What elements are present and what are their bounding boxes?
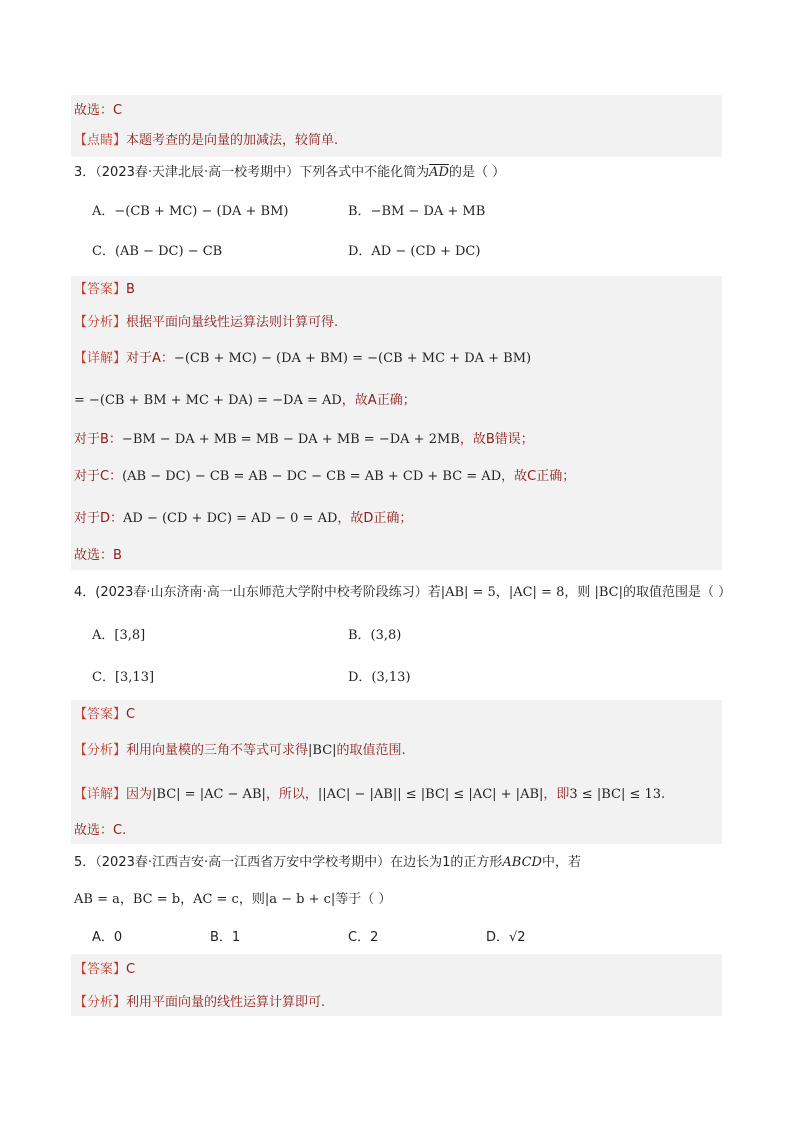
- q5-stem-line1: 5．（2023春·江西吉安·高一江西省万安中学校考期中）在边长为1的正方形ABCD中，若: [74, 855, 581, 870]
- q4-option-a[interactable]: A．[3,8]: [92, 628, 146, 643]
- q4-solution-block: [71, 700, 722, 844]
- prev-tip: [74, 132, 338, 150]
- answer-tag: 【答案】: [74, 282, 127, 297]
- q4-answer: 【答案】C: [74, 707, 136, 722]
- q4-option-b[interactable]: B．(3,8): [348, 628, 402, 643]
- q4-analysis: 【分析】利用向量模的三角不等式可求得|BC|的取值范围.: [74, 743, 406, 758]
- q3-detail-3: 对于B：−BM − DA + MB = MB − DA + MB = −DA + 2MB，故B错误；: [74, 432, 534, 447]
- q4-detail: 【详解】因为|BC| = |AC − AB|，所以，||AC| − |AB|| ≤ |BC| ≤ |AC| + |AB|，即3 ≤ |BC| ≤ 13.: [74, 787, 666, 802]
- q4-option-c[interactable]: C．[3,13]: [92, 670, 155, 685]
- q3-option-a[interactable]: A．−(CB + MC) − (DA + BM): [92, 204, 289, 219]
- q3-analysis: [74, 314, 338, 332]
- q3-choice: 故选：B: [74, 548, 122, 563]
- q4-option-d[interactable]: D．(3,13): [348, 670, 411, 685]
- q3-option-d[interactable]: D．AD − (CD + DC): [348, 244, 481, 259]
- tip-text: 本题考查的是向量的加减法，较简单.: [126, 133, 339, 148]
- analysis-tag: 【分析】: [74, 315, 127, 330]
- q3-answer: [74, 281, 135, 299]
- prev-choice-text: 故选：C: [74, 103, 123, 118]
- q4-stem-math: |AB| = 5，|AC| = 8，则 |BC|: [440, 585, 623, 600]
- q5-option-a[interactable]: A．0: [92, 930, 123, 945]
- q5-stem-line2: AB = a，BC = b，AC = c，则|a − b + c|等于（ ）: [74, 892, 392, 907]
- q3-stem-suffix: 的是（ ）: [448, 165, 506, 180]
- q3-detail-1: 【详解】对于A：−(CB + MC) − (DA + BM) = −(CB + MC + DA + BM): [74, 351, 532, 366]
- detail-tag: 【详解】: [74, 351, 127, 366]
- detail-5-math: AD − (CD + DC) = AD − 0 = AD: [123, 511, 338, 526]
- q3-stem-vector: $\overline{AD}$: [429, 165, 449, 180]
- detail-3-math: −BM − DA + MB = MB − DA + MB = −DA + 2MB: [121, 432, 460, 447]
- q3-stem: [74, 164, 505, 182]
- q3-detail-5: 对于D：AD − (CD + DC) = AD − 0 = AD，故D正确；: [74, 511, 413, 526]
- q3-detail-4: 对于C：(AB − DC) − CB = AB − DC − CB = AB + CD + BC = AD，故C正确；: [74, 469, 576, 484]
- q4-choice: 故选：C.: [74, 823, 127, 838]
- analysis-text: 根据平面向量线性运算法则计算可得.: [126, 315, 339, 330]
- q4-stem: 4．(2023春·山东济南·高一山东师范大学附中校考阶段练习）若|AB| = 5，|AC| = 8，则 |BC|的取值范围是（ ）: [74, 585, 732, 600]
- q3-stem-prefix: 3．（2023春·天津北辰·高一校考期中）下列各式中不能化简为: [74, 165, 430, 180]
- tip-tag: 【点睛】: [74, 133, 127, 148]
- q5-answer: 【答案】C: [74, 962, 136, 977]
- q5-option-b[interactable]: B．1: [210, 930, 241, 945]
- answer-value: B: [126, 282, 135, 297]
- q5-option-c[interactable]: C．2: [348, 930, 379, 945]
- q3-option-b[interactable]: B．−BM − DA + MB: [348, 204, 486, 219]
- detail-1-math: −(CB + MC) − (DA + BM) = −(CB + MC + DA + BM): [173, 351, 532, 366]
- prev-choice: [74, 102, 122, 120]
- detail-4-math: (AB − DC) − CB = AB − DC − CB = AB + CD + BC = AD: [122, 469, 502, 484]
- q5-option-d[interactable]: D．√2: [486, 930, 526, 945]
- q3-option-c[interactable]: C．(AB − DC) − CB: [92, 244, 223, 259]
- q3-detail-2: = −(CB + BM + MC + DA) = −DA = AD，故A正确；: [74, 393, 416, 408]
- q5-analysis: 【分析】利用平面向量的线性运算计算即可.: [74, 995, 326, 1010]
- detail-2-math: = −(CB + BM + MC + DA) = −DA = AD: [74, 393, 342, 408]
